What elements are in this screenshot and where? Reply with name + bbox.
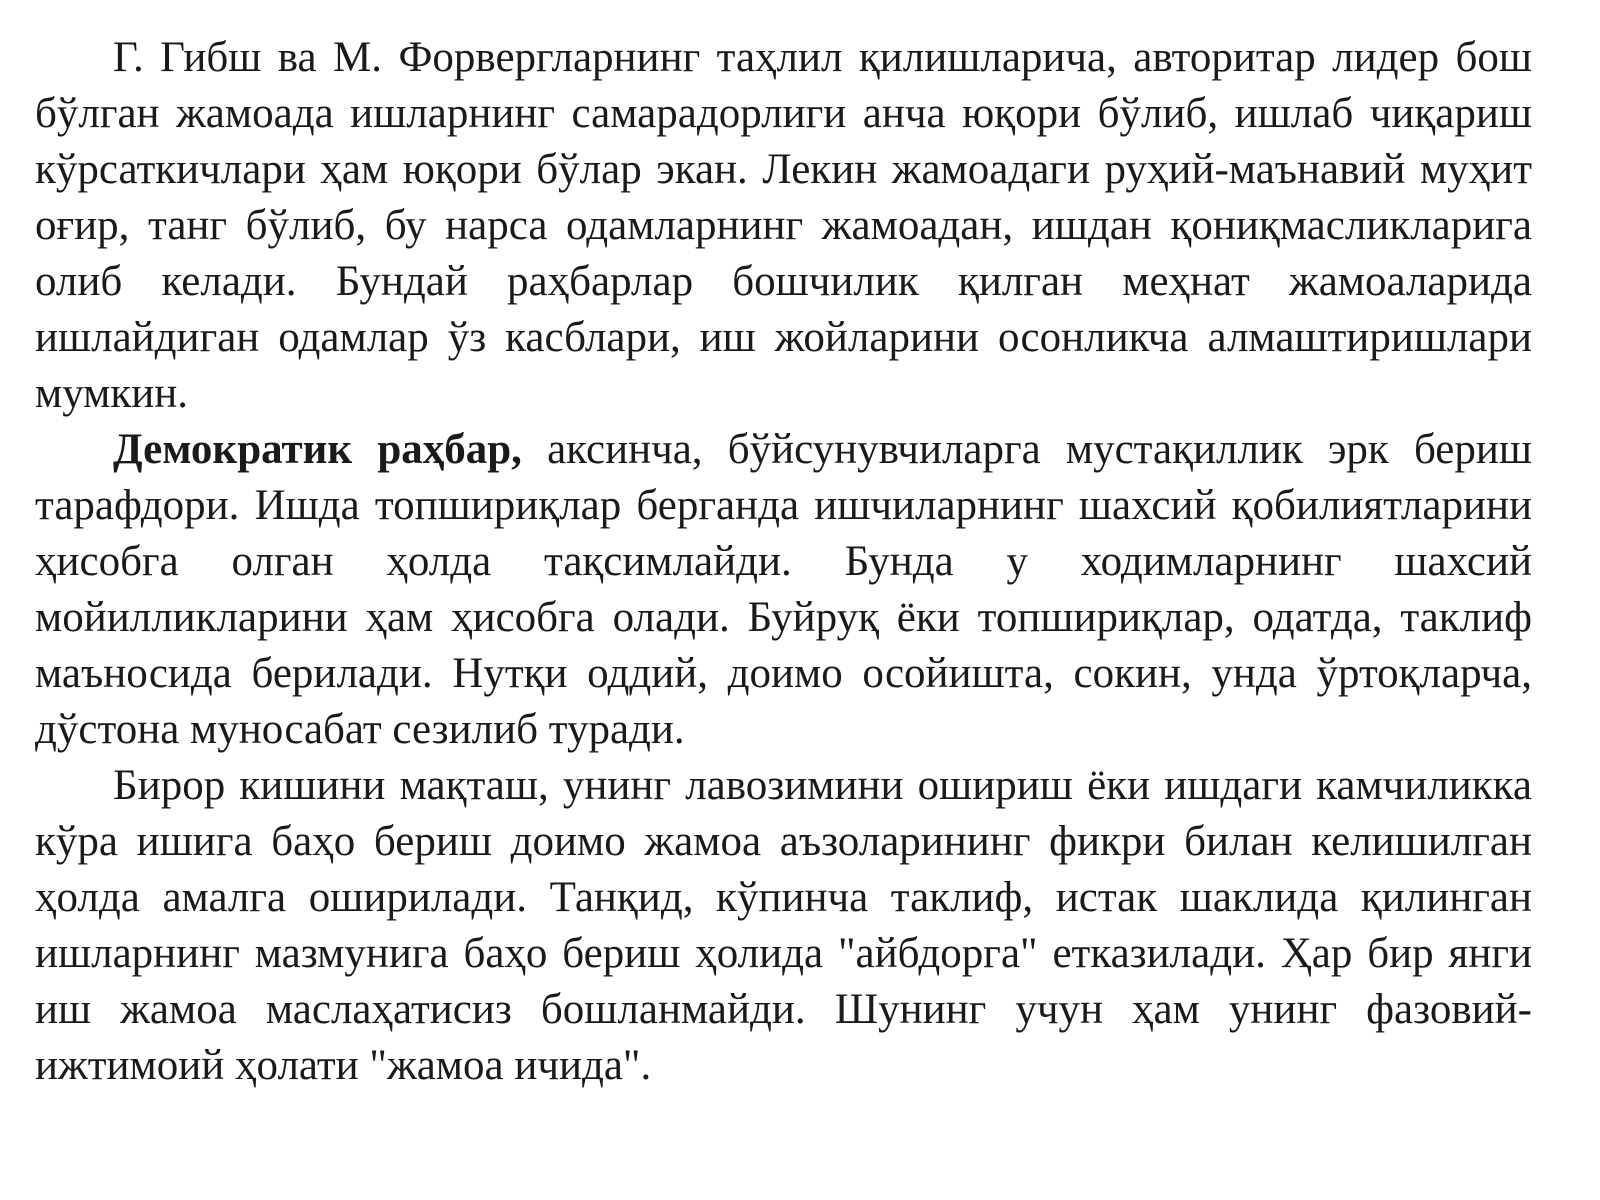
paragraph-1-text: Г. Гибш ва М. Форвергларнинг таҳлил қилишларича, авторитар лидер бош бўлган жамоада ишларнинг самарадорлиги анча юқори бўлиб, ишлаб чиқариш кўрсаткичлари ҳам юқори бўлар экан. Лекин жамоадаги руҳий-маънавий муҳит оғир, танг бўлиб, бу нарса одамларнинг жамоадан, ишдан қониқмасликларига олиб келади. Бундай раҳбарлар бошчилик қилган меҳнат жамоаларида ишлайдиган одамлар ўз касблари, иш жойларини осонликча алмаштиришлари мумкин. (35, 34, 1532, 417)
paragraph-democratic-leader (35, 422, 1532, 758)
paragraph-autocratic-leader (35, 30, 1532, 422)
democratic-leader-term: Демократик раҳбар, (113, 426, 522, 473)
paragraph-3-text: Бирор кишини мақташ, унинг лавозимини ошириш ёки ишдаги камчиликка кўра ишига баҳо бериш доимо жамоа аъзоларининг фикри билан келишилган ҳолда амалга оширилади. Танқид, кўпинча таклиф, истак шаклида қилинган ишларнинг мазмунига баҳо бериш ҳолида "айбдорга" етказилади. Ҳар бир янги иш жамоа маслаҳатисиз бошланмайди. Шунинг учун ҳам унинг фазовий-ижтимоий ҳолати "жамоа ичида". (35, 762, 1532, 1089)
paragraph-2-text: аксинча, бўйсунувчиларга мустақиллик эрк бериш тарафдори. Ишда топшириқлар берганда ишчиларнинг шахсий қобилиятларини ҳисобга олган ҳолда тақсимлайди. Бунда у ходимларнинг шахсий мойилликларини ҳам ҳисобга олади. Буйруқ ёки топшириқлар, одатда, таклиф маъносида берилади. Нутқи оддий, доимо осойишта, сокин, унда ўртоқларча, дўстона муносабат сезилиб туради. (35, 426, 1532, 753)
paragraph-collective-decisions (35, 758, 1532, 1094)
